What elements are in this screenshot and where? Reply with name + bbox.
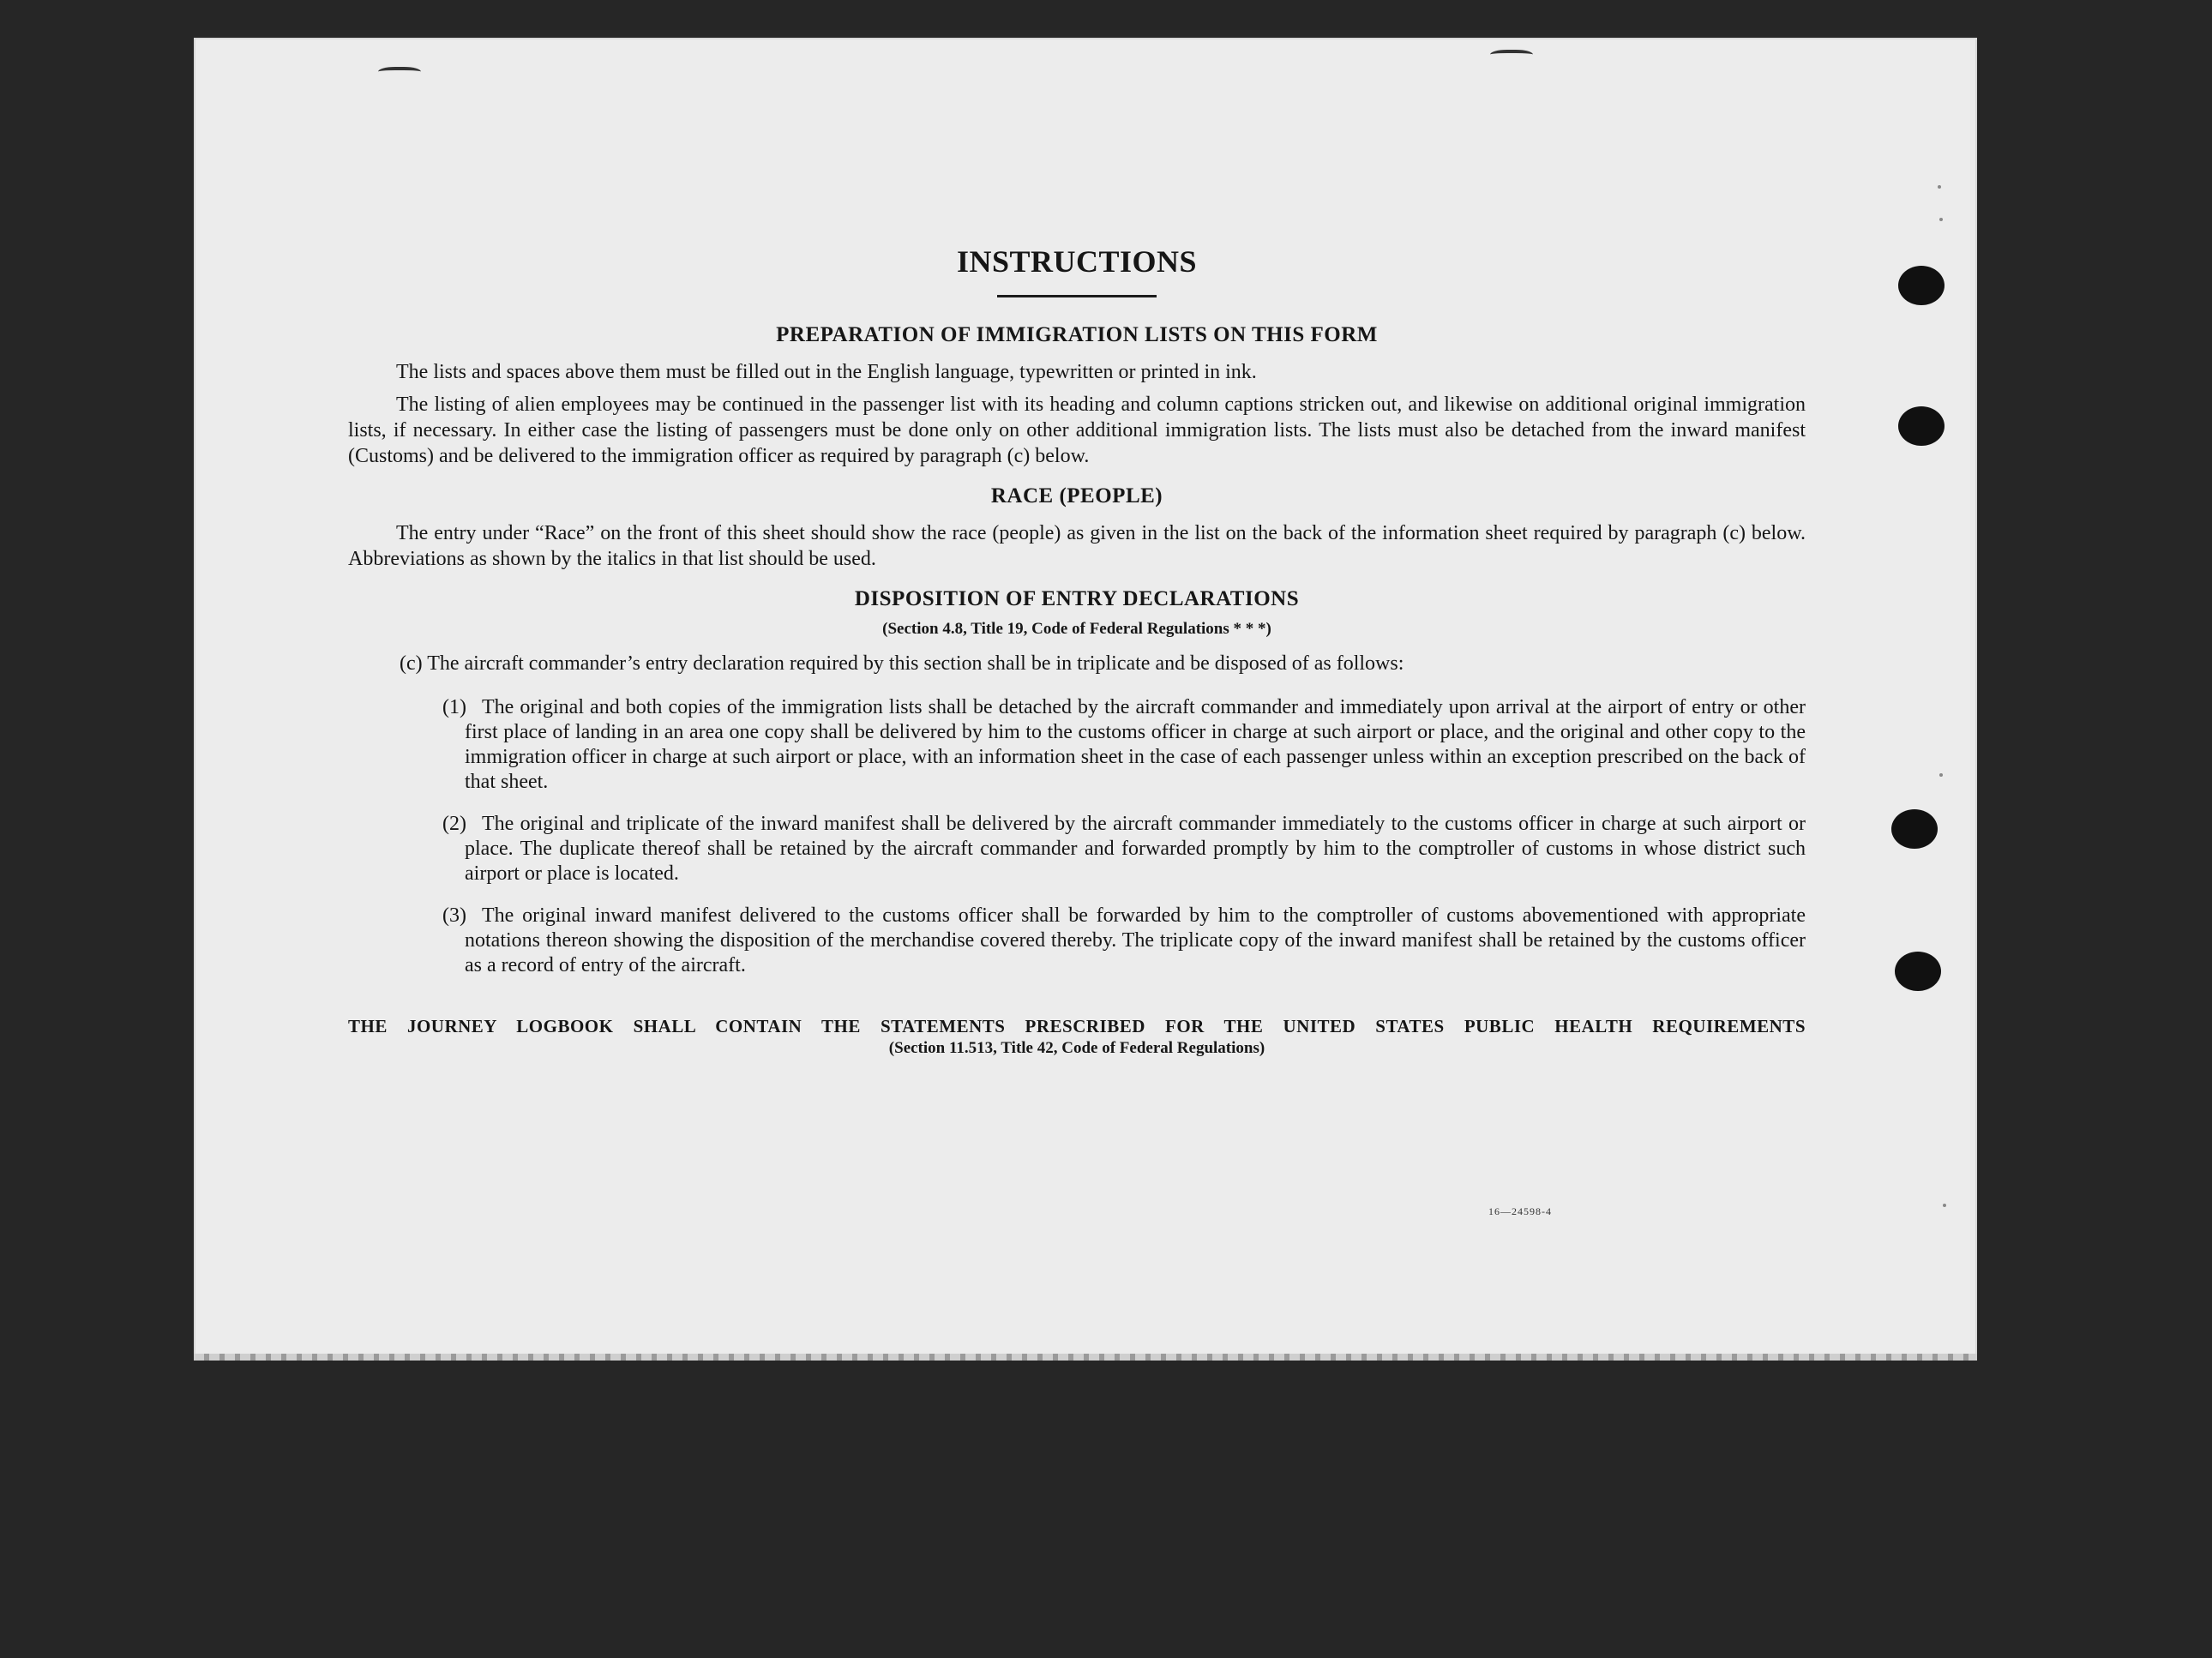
list-item bbox=[442, 904, 1806, 978]
paragraph-c-intro: (c) The aircraft commander’s entry declaration required by this section shall be in triplicate and be disposed of as follows: bbox=[400, 652, 1404, 675]
title-underline bbox=[997, 295, 1157, 297]
section-heading-preparation: PREPARATION OF IMMIGRATION LISTS ON THIS FORM bbox=[776, 323, 1378, 346]
list-item-text: The original inward manifest delivered to the customs officer shall be forwarded by him to the comptroller of customs abovementioned with appropriate notations thereon showing the disposition of the merchandise covered thereby. The triplicate copy of the inward manifest shall be retained by the customs officer as a record of entry of the aircraft. bbox=[465, 904, 1806, 976]
dust-speck bbox=[1938, 185, 1941, 189]
list-item bbox=[442, 812, 1806, 886]
list-item-number: (3) bbox=[442, 904, 466, 927]
list-item bbox=[442, 695, 1806, 795]
list-item-number: (1) bbox=[442, 696, 466, 718]
paragraph-english-language: The lists and spaces above them must be filled out in the English language, typewritten or printed in ink. bbox=[396, 361, 1257, 383]
form-number: 16—24598-4 bbox=[1488, 1205, 1552, 1217]
punch-hole-2 bbox=[1898, 406, 1945, 446]
dust-speck bbox=[1939, 773, 1943, 777]
footer-citation: (Section 11.513, Title 42, Code of Federal Regulations) bbox=[888, 1039, 1265, 1057]
section-heading-disposition: DISPOSITION OF ENTRY DECLARATIONS bbox=[854, 587, 1300, 610]
sheet-bottom-edge bbox=[194, 1354, 1977, 1361]
list-item-text: The original and both copies of the immigration lists shall be detached by the aircraft commander and immediately upon arrival at the airport of entry or other first place of landing in an area one copy shall be delivered by him to the customs officer in charge at such airport or place, and the original and other copy to the immigration officer in charge at such airport or place, with an information sheet in the case of each passenger unless within an exception prescribed on the back of that sheet. bbox=[465, 696, 1806, 793]
dust-speck bbox=[1943, 1204, 1946, 1207]
footer-heading: THE JOURNEY LOGBOOK SHALL CONTAIN THE STATEMENTS PRESCRIBED FOR THE UNITED STATES PUBLIC HEALTH REQUIREMENTS bbox=[348, 1016, 1806, 1036]
document-sheet bbox=[194, 38, 1977, 1356]
section-citation-disposition: (Section 4.8, Title 19, Code of Federal Regulations * * *) bbox=[882, 620, 1271, 638]
list-item-number: (2) bbox=[442, 813, 466, 835]
punch-hole-1 bbox=[1898, 266, 1945, 305]
punch-hole-3 bbox=[1891, 809, 1938, 849]
section-heading-race: RACE (PEOPLE) bbox=[990, 484, 1163, 508]
dust-speck bbox=[1939, 218, 1943, 221]
fold-mark-left bbox=[378, 67, 421, 79]
instructions-body bbox=[348, 243, 1806, 1058]
fold-mark-right bbox=[1490, 50, 1533, 62]
page-title: INSTRUCTIONS bbox=[956, 244, 1198, 279]
paragraph-race: The entry under “Race” on the front of this sheet should show the race (people) as given in the list on the back of the information sheet required by paragraph (c) below. Abbreviations as shown by the italics in that list should be used. bbox=[348, 522, 1806, 570]
paragraph-alien-employees: The listing of alien employees may be continued in the passenger list with its heading and column captions stricken out, and likewise on additional original immigration lists, if necessary. In either case the listing of passengers must be done only on other additional immigration lists. The lists must also be detached from the inward manifest (Customs) and be delivered to the immigration officer as required by paragraph (c) below. bbox=[348, 393, 1806, 467]
list-item-text: The original and triplicate of the inward manifest shall be delivered by the aircraft commander immediately to the customs officer in charge at such airport or place. The duplicate thereof shall be retained by the aircraft commander and forwarded promptly by him to the comptroller of customs in whose district such airport or place is located. bbox=[465, 813, 1806, 885]
punch-hole-4 bbox=[1895, 952, 1941, 991]
